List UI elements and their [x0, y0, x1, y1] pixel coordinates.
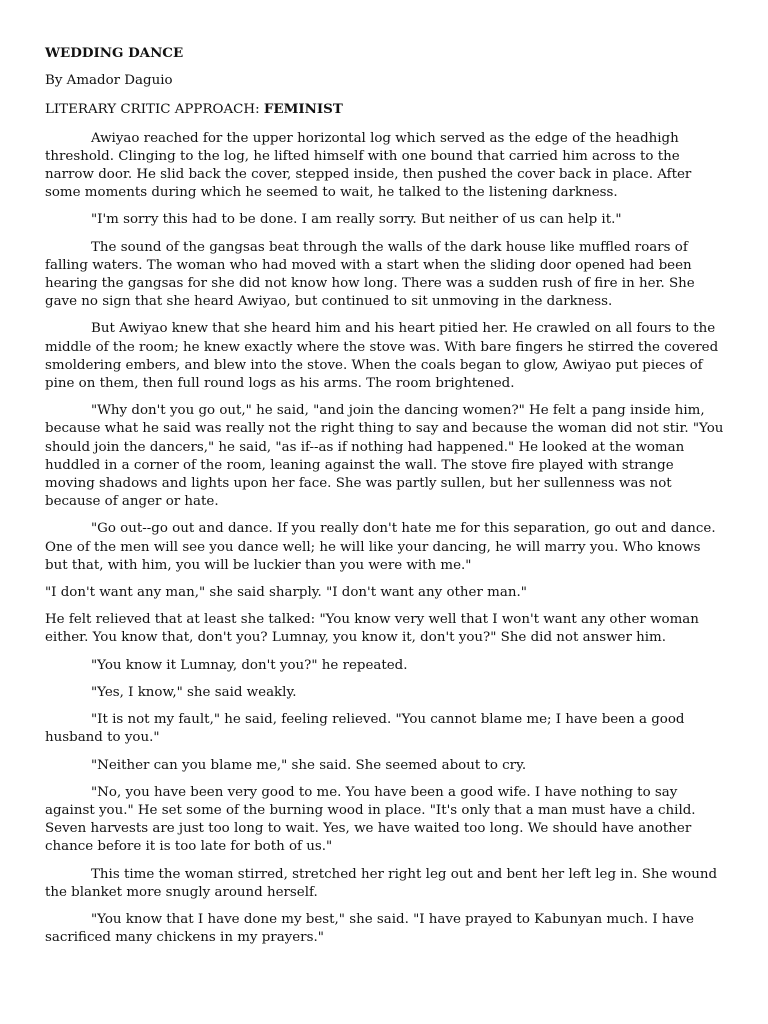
body-paragraph: "No, you have been very good to me. You have been a good wife. I have nothing to say against you." He set some of the burning wood in place. "It's only that a man must have a child. Seven harvests are just too long to wait. Yes, we have waited too long. We should have another chance before it is too late for both of us.": [45, 784, 696, 855]
document-author: By Amador Daguio: [45, 73, 173, 89]
body-paragraph: "Yes, I know," she said weakly.: [91, 684, 297, 700]
body-paragraph: "You know it Lumnay, don't you?" he repeated.: [91, 657, 408, 673]
body-paragraph: "I don't want any man," she said sharply. "I don't want any other man.": [45, 585, 527, 601]
critic-approach-value: FEMINIST: [263, 101, 343, 118]
body-paragraph: Awiyao reached for the upper horizontal log which served as the edge of the headhigh threshold. Clinging to the log, he lifted himself with one bound that carried him across to the narrow door. He slid back the cover, stepped inside, then pushed the cover back in place. After some moments during which he seemed to wait, he talked to the listening darkness.: [45, 130, 692, 201]
body-paragraph: The sound of the gangsas beat through the walls of the dark house like muffled roars of falling waters. The woman who had moved with a start when the sliding door opened had been hearing the gangsas for she did not know how long. There was a sudden rush of fire in her. She gave no sign that she heard Awiyao, but continued to sit unmoving in the darkness.: [45, 239, 695, 310]
document-page: [45, 44, 727, 956]
body-paragraph: This time the woman stirred, stretched her right leg out and bent her left leg in. She wound the blanket more snugly around herself.: [45, 866, 718, 900]
document-title: WEDDING DANCE: [45, 45, 184, 61]
body-paragraph: "I'm sorry this had to be done. I am really sorry. But neither of us can help it.": [91, 212, 622, 228]
critic-approach-label: LITERARY CRITIC APPROACH:: [45, 102, 264, 118]
body-paragraph: "It is not my fault," he said, feeling relieved. "You cannot blame me; I have been a good husband to you.": [45, 712, 685, 746]
body-paragraph: He felt relieved that at least she talked: "You know very well that I won't want any other woman either. You know that, don't you? Lumnay, you know it, don't you?" She did not answer him.: [45, 612, 699, 646]
body-paragraph: But Awiyao knew that she heard him and his heart pitied her. He crawled on all fours to the middle of the room; he knew exactly where the stove was. With bare fingers he stirred the covered smoldering embers, and blew into the stove. When the coals began to glow, Awiyao put pieces of pine on them, then full round logs as his arms. The room brightened.: [45, 321, 719, 392]
body-paragraph: "Go out--go out and dance. If you really don't hate me for this separation, go out and dance. One of the men will see you dance well; he will like your dancing, he will marry you. Who knows but that, with him, you will be luckier than you were with me.": [45, 521, 716, 573]
body-paragraph: "Why don't you go out," he said, "and join the dancing women?" He felt a pang inside him, because what he said was really not the right thing to say and because the woman did not stir. "You should join the dancers," he said, "as if--as if nothing had happened." He looked at the woman huddled in a corner of the room, leaning against the wall. The stove fire played with strange moving shadows and lights upon her face. She was partly sullen, but her sullenness was not because of anger or hate.: [45, 403, 724, 510]
body-paragraph: "Neither can you blame me," she said. She seemed about to cry.: [91, 757, 527, 773]
critic-approach-line: [45, 100, 727, 119]
body-paragraph: "You know that I have done my best," she said. "I have prayed to Kabunyan much. I have sacrificed many chickens in my prayers.": [45, 911, 694, 946]
